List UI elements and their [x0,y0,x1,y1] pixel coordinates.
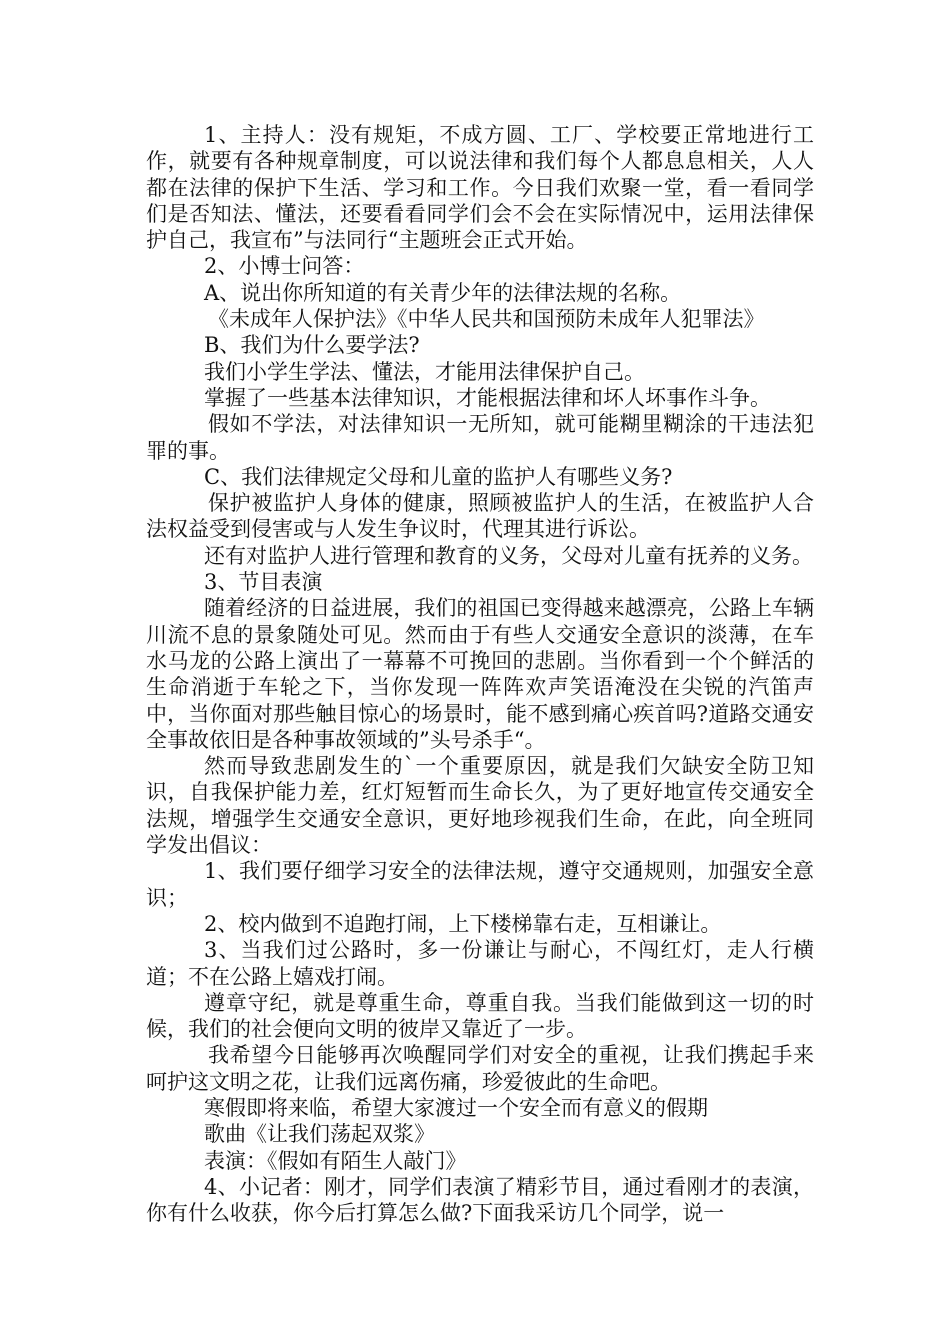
paragraph: 《未成年人保护法》《中华人民共和国预防未成年人犯罪法》 [208,307,765,332]
paragraph: 歌曲《让我们荡起双浆》 [204,1122,435,1147]
paragraph: A、说出你所知道的有关青少年的法律法规的名称。 [204,280,682,305]
paragraph: 遵章守纪，就是尊重生命，尊重自我。当我们能做到这一切的时候，我们的社会便向文明的彼岸又靠近了一步。 [146,990,814,1042]
paragraph: 我希望今日能够再次唤醒同学们对安全的重视，让我们携起手来呵护这文明之花，让我们远离伤痛，珍爱彼此的生命吧。 [146,1043,814,1094]
paragraph: 随着经济的日益进展，我们的祖国已变得越来越漂亮，公路上车辆川流不息的景象随处可见。然而由于有些人交通安全意识的淡薄，在车水马龙的公路上演出了一幕幕不可挽回的悲剧。当你看到一个个鲜活的生命消逝于车轮之下，当你发现一阵阵欢声笑语淹没在尖锐的汽笛声中，当你面对那些触目惊心的场景时，能不感到痛心疾首吗?道路交通安全事故依旧是各种事故领域的”头号杀手“。 [146,596,814,752]
paragraph: 掌握了一些基本法律知识，才能根据法律和坏人坏事作斗争。 [204,385,771,410]
paragraph: 2、校内做到不追跑打闹，上下楼梯靠右走，互相谦让。 [204,911,722,936]
paragraph: 3、节目表演 [204,570,323,595]
paragraph: 我们小学生学法、懂法，才能用法律保护自己。 [204,359,645,384]
paragraph: C、我们法律规定父母和儿童的监护人有哪些义务? [204,464,673,489]
paragraph: 还有对监护人进行管理和教育的义务，父母对儿童有抚养的义务。 [204,543,813,568]
paragraph: 4、小记者：刚才，同学们表演了精彩节目，通过看刚才的表演，你有什么收获，你今后打算怎么做?下面我采访几个同学，说一 [146,1174,814,1226]
paragraph: 寒假即将来临，希望大家渡过一个安全而有意义的假期 [204,1095,708,1120]
paragraph: 然而导致悲剧发生的`一个重要原因，就是我们欠缺安全防卫知识，自我保护能力差，红灯短暂而生命长久，为了更好地宣传交通安全法规，增强学生交通安全意识，更好地珍视我们生命，在此，向全班同学发出倡议： [146,754,814,858]
paragraph: B、我们为什么要学法? [204,333,420,358]
paragraph: 1、主持人：没有规矩，不成方圆、工厂、学校要正常地进行工作，就要有各种规章制度，可以说法律和我们每个人都息息相关，人人都在法律的保护下生活、学习和工作。今日我们欢聚一堂，看一看同学们是否知法、懂法，还要看看同学们会不会在实际情况中，运用法律保护自己，我宣布”与法同行“主题班会正式开始。 [146,123,814,253]
paragraph: 假如不学法，对法律知识一无所知，就可能糊里糊涂的干违法犯罪的事。 [146,412,814,463]
paragraph: 3、当我们过公路时，多一份谦让与耐心，不闯红灯，走人行横道；不在公路上嬉戏打闹。 [146,938,814,989]
paragraph: 表演：《假如有陌生人敲门》 [204,1148,467,1173]
document-page [146,122,814,1226]
paragraph: 2、小博士问答： [204,254,365,279]
paragraph: 1、我们要仔细学习安全的法律法规，遵守交通规则，加强安全意识； [146,859,814,910]
paragraph: 保护被监护人身体的健康，照顾被监护人的生活，在被监护人合法权益受到侵害或与人发生争议时，代理其进行诉讼。 [146,491,814,542]
